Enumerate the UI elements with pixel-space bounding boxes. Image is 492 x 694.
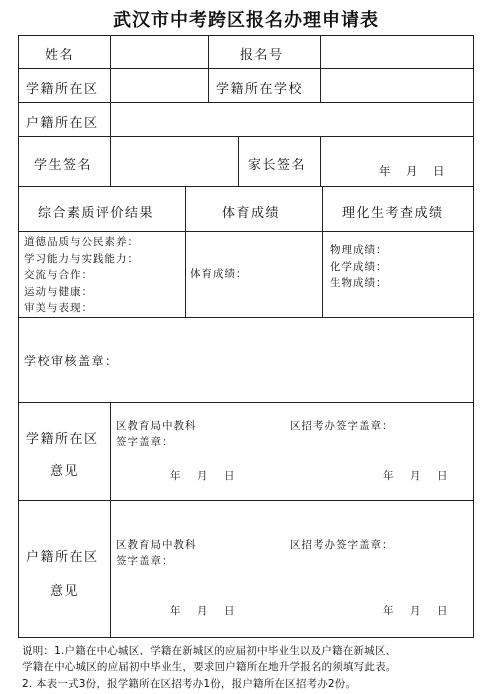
comprehensive-header: 综合素质评价结果	[38, 206, 155, 221]
pe-header: 体育成绩	[222, 206, 281, 221]
table-border-right	[473, 35, 474, 638]
school-district-field[interactable]	[111, 69, 208, 102]
table-border-left	[18, 35, 19, 638]
student-sign-field[interactable]	[111, 137, 238, 186]
household-opinion-date-left: 年 月 日	[170, 605, 238, 617]
name-field[interactable]	[111, 36, 208, 68]
school-opinion-date-left: 年 月 日	[170, 470, 238, 482]
school-review-label: 学校审核盖章：	[24, 354, 119, 368]
learning-ability-item: 学习能力与实践能力：	[24, 252, 139, 265]
col-divider	[322, 186, 323, 317]
table-border-bottom	[18, 637, 474, 638]
reg-no-label: 报名号	[240, 48, 284, 63]
school-exam-office-sign: 区招考办签字盖章：	[290, 420, 394, 432]
student-sign-label: 学生签名	[34, 158, 93, 173]
household-edu-sign: 签字盖章：	[116, 555, 174, 567]
science-items	[330, 242, 388, 292]
reg-no-field[interactable]	[321, 36, 473, 68]
note-line-1: 说明：1.户籍在中心城区、学籍在新城区的应届初中毕业生以及户籍在新城区、	[22, 645, 397, 657]
sports-health-item: 运动与健康：	[24, 285, 93, 298]
note-line-3: 2. 本表一式3份，报学籍所在区招考办1份，报户籍所在区招考办2份。	[22, 678, 357, 690]
col-divider	[185, 186, 186, 317]
communication-item: 交流与合作：	[24, 269, 93, 281]
science-header: 理化生考查成绩	[342, 206, 444, 221]
row-divider	[18, 186, 474, 187]
form-title: 武汉市中考跨区报名办理申请表	[113, 10, 379, 31]
school-edu-bureau: 区教育局中教科	[116, 420, 197, 432]
row-divider	[18, 231, 474, 232]
note-line-2: 学籍在中心城区的应届初中毕业生，要求回户籍所在地升学报名的须填写此表。	[22, 661, 397, 673]
school-name-field[interactable]	[321, 69, 473, 102]
row-divider	[18, 500, 474, 501]
row-divider	[18, 402, 474, 403]
moral-quality-item: 道德品质与公民素养：	[24, 236, 139, 248]
household-opinion-label: 户籍所在区	[26, 550, 99, 565]
household-edu-bureau: 区教育局中教科	[116, 539, 197, 551]
name-label: 姓名	[45, 48, 75, 63]
row-divider	[18, 317, 474, 318]
household-exam-office-sign: 区招考办签字盖章：	[290, 539, 394, 551]
aesthetics-item: 审美与表现：	[24, 302, 93, 314]
school-opinion-label: 学籍所在区	[26, 432, 99, 447]
col-divider	[238, 136, 239, 186]
household-opinion-label-2: 意见	[50, 584, 80, 599]
chemistry-score-item: 化学成绩：	[330, 260, 388, 273]
household-district-label: 户籍所在区	[26, 116, 99, 131]
household-district-field[interactable]	[111, 103, 473, 136]
col-divider	[208, 35, 209, 102]
physics-score-item: 物理成绩：	[330, 244, 388, 256]
row-divider	[18, 136, 474, 137]
col-divider	[320, 136, 321, 186]
col-divider	[110, 402, 111, 637]
comprehensive-items	[24, 234, 139, 317]
school-edu-sign: 签字盖章：	[116, 436, 174, 448]
school-opinion-label-2: 意见	[50, 464, 80, 479]
sign-date: 年 月 日	[379, 164, 447, 178]
parent-sign-label: 家长签名	[248, 158, 307, 173]
pe-score-item: 体育成绩：	[190, 268, 248, 280]
household-opinion-date-right: 年 月 日	[383, 605, 451, 617]
school-name-label: 学籍所在学校	[216, 82, 304, 97]
biology-score-item: 生物成绩：	[330, 277, 388, 289]
school-opinion-date-right: 年 月 日	[383, 470, 451, 482]
school-district-label: 学籍所在区	[26, 82, 99, 97]
